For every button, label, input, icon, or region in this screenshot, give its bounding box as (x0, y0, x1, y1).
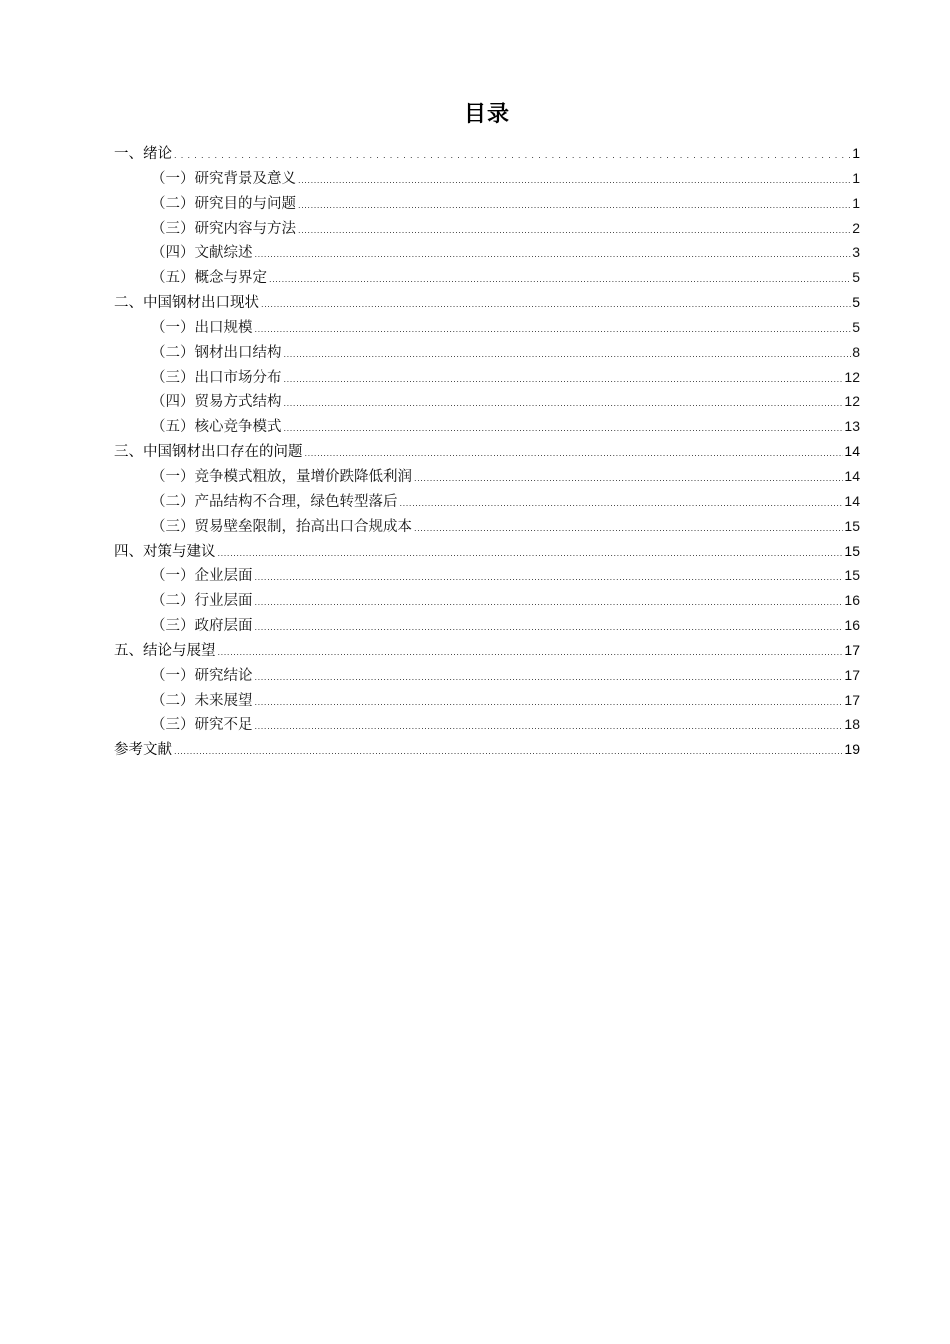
toc-dot-leader (284, 343, 852, 368)
toc-dot-leader (298, 169, 851, 194)
toc-entry-label: （二）产品结构不合理，绿色转型落后 (151, 493, 398, 510)
toc-entry-label: （三）研究内容与方法 (151, 220, 296, 237)
toc-page-number: 18 (844, 716, 860, 733)
toc-page-number: 3 (852, 244, 860, 261)
toc-entry-label: （一）竞争模式粗放，量增价跌降低利润 (151, 468, 412, 485)
toc-page-number: 2 (852, 219, 860, 236)
toc-entry-section-1-3[interactable] (114, 216, 860, 241)
toc-entry-label: （四）文献综述 (151, 245, 253, 262)
toc-dot-leader (400, 492, 844, 517)
toc-entry-label: （二）未来展望 (151, 692, 253, 709)
toc-page-number: 5 (852, 318, 860, 335)
toc-page-number: 5 (852, 294, 860, 311)
toc-entry-label: （五）核心竞争模式 (151, 419, 282, 436)
toc-entry-label: 四、对策与建议 (114, 543, 216, 560)
toc-entry-chapter-2[interactable] (114, 290, 860, 315)
toc-dot-leader (255, 616, 844, 641)
toc-dot-leader (255, 243, 852, 268)
toc-dot-leader (298, 219, 851, 244)
toc-dot-leader (284, 392, 844, 417)
toc-entry-section-2-1[interactable] (114, 315, 860, 340)
toc-dot-leader (284, 368, 844, 393)
toc-entry-section-1-5[interactable] (114, 265, 860, 290)
toc-page-number: 15 (844, 567, 860, 584)
toc-entry-label: （三）政府层面 (151, 618, 253, 635)
toc-page-number: 1 (852, 145, 860, 161)
toc-entry-label: （三）出口市场分布 (151, 369, 282, 386)
toc-page-number: 17 (844, 666, 860, 683)
toc-entry-section-5-2[interactable] (114, 688, 860, 713)
toc-page-number: 14 (844, 492, 860, 509)
toc-page-number: 16 (844, 592, 860, 609)
toc-page-number: 13 (844, 418, 860, 435)
toc-entry-label: （二）行业层面 (151, 593, 253, 610)
toc-dot-leader (305, 442, 844, 467)
toc-page-number: 17 (844, 691, 860, 708)
table-of-contents (114, 141, 860, 762)
toc-entry-section-4-3[interactable] (114, 613, 860, 638)
toc-dot-leader (218, 542, 844, 567)
toc-page-number: 15 (844, 542, 860, 559)
toc-dot-leader (261, 293, 851, 318)
toc-dot-leader (284, 417, 844, 442)
toc-entry-section-5-1[interactable] (114, 663, 860, 688)
toc-dot-leader (255, 666, 844, 691)
toc-dot-leader (298, 194, 851, 219)
toc-entry-label: （一）研究背景及意义 (151, 170, 296, 187)
toc-page-number: 14 (844, 467, 860, 484)
toc-entry-section-2-5[interactable] (114, 414, 860, 439)
toc-dot-leader (255, 715, 844, 740)
toc-dot-leader (255, 566, 844, 591)
toc-entry-section-1-4[interactable] (114, 240, 860, 265)
toc-dot-leader (414, 517, 843, 542)
toc-entry-label: （四）贸易方式结构 (151, 394, 282, 411)
toc-dot-leader (255, 318, 852, 343)
toc-entry-section-4-1[interactable] (114, 563, 860, 588)
toc-entry-chapter-4[interactable] (114, 539, 860, 564)
toc-entry-section-3-2[interactable] (114, 489, 860, 514)
toc-entry-section-1-2[interactable] (114, 191, 860, 216)
toc-page-number: 5 (852, 269, 860, 286)
toc-entry-section-1-1[interactable] (114, 166, 860, 191)
toc-entry-label: （二）钢材出口结构 (151, 344, 282, 361)
toc-entry-section-2-3[interactable] (114, 365, 860, 390)
toc-entry-chapter-1[interactable] (114, 141, 860, 166)
toc-entry-label: （二）研究目的与问题 (151, 195, 296, 212)
toc-page-number: 19 (844, 741, 860, 758)
toc-dot-leader (174, 740, 843, 765)
toc-entry-label: （一）出口规模 (151, 319, 253, 336)
toc-entry-label: （一）研究结论 (151, 667, 253, 684)
toc-entry-section-3-3[interactable] (114, 514, 860, 539)
toc-dot-leader (218, 641, 844, 666)
toc-dot-leader (269, 268, 851, 293)
toc-entry-label: 参考文献 (114, 742, 172, 759)
toc-dot-leader (414, 467, 843, 492)
toc-entry-label: 三、中国钢材出口存在的问题 (114, 444, 303, 461)
toc-page-number: 12 (844, 368, 860, 385)
toc-entry-label: 一、绪论 (114, 146, 172, 162)
toc-entry-section-4-2[interactable] (114, 588, 860, 613)
toc-entry-label: 二、中国钢材出口现状 (114, 295, 259, 312)
toc-page-number: 1 (852, 194, 860, 211)
toc-title: 目录 (463, 102, 510, 127)
toc-page-number: 16 (844, 617, 860, 634)
toc-page-number: 12 (844, 393, 860, 410)
toc-page-number: 8 (852, 343, 860, 360)
toc-entry-label: 五、结论与展望 (114, 642, 216, 659)
toc-page-number: 17 (844, 641, 860, 658)
toc-entry-label: （三）研究不足 (151, 717, 253, 734)
toc-entry-label: （三）贸易壁垒限制，抬高出口合规成本 (151, 518, 412, 535)
toc-entry-references[interactable] (114, 737, 860, 762)
toc-entry-section-5-3[interactable] (114, 712, 860, 737)
toc-entry-chapter-3[interactable] (114, 439, 860, 464)
toc-dot-leader (174, 144, 851, 169)
toc-entry-section-3-1[interactable] (114, 464, 860, 489)
toc-entry-label: （五）概念与界定 (151, 270, 267, 287)
toc-entry-section-2-4[interactable] (114, 389, 860, 414)
toc-page-number: 15 (844, 517, 860, 534)
toc-page-number: 1 (852, 169, 860, 186)
toc-entry-label: （一）企业层面 (151, 568, 253, 585)
toc-page-number: 14 (844, 443, 860, 460)
toc-dot-leader (255, 691, 844, 716)
toc-entry-chapter-5[interactable] (114, 638, 860, 663)
toc-dot-leader (255, 591, 844, 616)
toc-entry-section-2-2[interactable] (114, 340, 860, 365)
